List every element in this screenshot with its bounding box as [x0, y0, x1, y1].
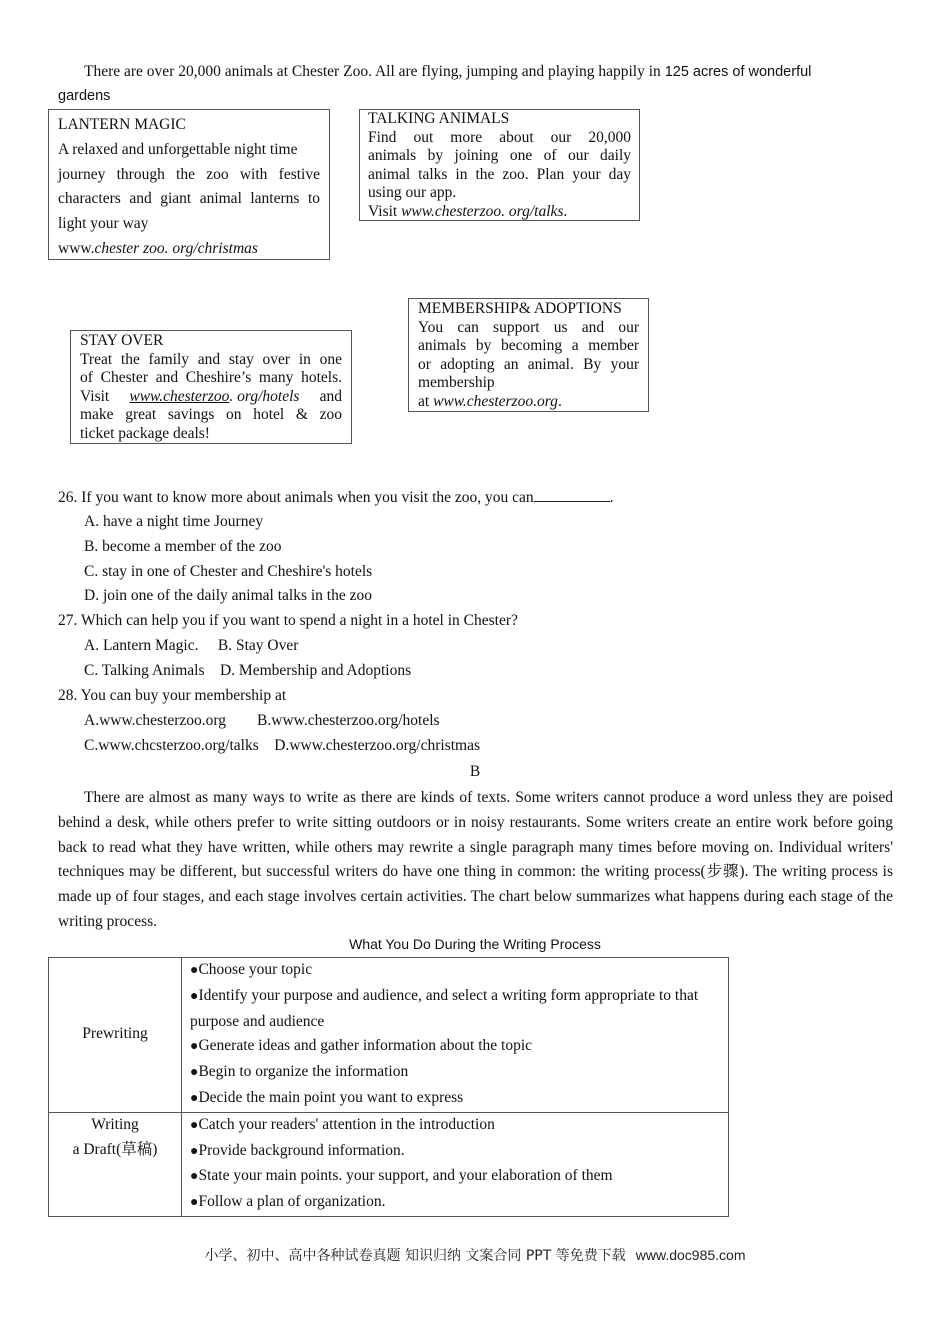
question-stem: 26. If you want to know more about animals when you visit the zoo, you can: [58, 489, 534, 506]
intro-text-tail: 125 acres of wonderful: [664, 64, 812, 80]
box-text-line: animal talks in the zoo. Plan your day: [368, 165, 631, 183]
box-text-line: You can support us and our: [418, 318, 639, 336]
intro-text: There are over 20,000 animals at Chester Zoo. All are flying, jumping and playing happily in: [84, 63, 661, 80]
stage-cell: [49, 1112, 182, 1216]
link-prefix: at: [418, 392, 434, 410]
option-26-a: A. have a night time Journey: [84, 513, 264, 530]
writing-process-table: [48, 957, 729, 1217]
bullet-icon: ●: [190, 988, 199, 1004]
box-text-line: Find out more about our 20,000: [368, 128, 631, 146]
link-suffix: .: [557, 392, 562, 410]
box-title: TALKING ANIMALS: [368, 110, 510, 127]
link-suffix: .: [563, 202, 568, 220]
activity-item: ●Catch your readers' attention in the introduction: [190, 1115, 495, 1133]
link-url[interactable]: chester zoo. org/christmas: [94, 239, 258, 257]
link-prefix: Visit: [368, 202, 402, 220]
link-url-rest[interactable]: . org/hotels: [229, 387, 300, 405]
box-title: MEMBERSHIP& ADOPTIONS: [418, 300, 622, 317]
page-footer: [0, 1245, 950, 1266]
intro-paragraph-line-2: gardens: [58, 88, 111, 104]
activity-item: ●State your main points. your support, and your elaboration of them: [190, 1167, 613, 1185]
box-text-line: journey through the zoo with festive: [58, 165, 320, 183]
activity-item: ●Begin to organize the information: [190, 1063, 409, 1081]
bullet-icon: ●: [190, 1065, 199, 1081]
section-b-paragraph: [58, 786, 893, 935]
link-prefix: www.: [58, 239, 95, 257]
box-text-line: using our app.: [368, 184, 457, 202]
activities-cell: [182, 958, 729, 1113]
stage-label-line-2: a Draft(草稿): [72, 1140, 158, 1158]
box-title: STAY OVER: [80, 332, 164, 349]
option-26-d: D. join one of the daily animal talks in the zoo: [84, 587, 372, 604]
stage-label-line-1: Writing: [91, 1115, 139, 1133]
box-text-line: A relaxed and unforgettable night time: [58, 140, 298, 158]
activity-item: ●Generate ideas and gather information about the topic: [190, 1037, 533, 1055]
options-28-cd: C.www.chcsterzoo.org/talks D.www.chesterzoo.org/christmas: [84, 737, 481, 754]
activity-item: ●Decide the main point you want to express: [190, 1088, 464, 1106]
box-text-line: animals by joining one of our daily: [368, 147, 631, 165]
bullet-icon: ●: [190, 1117, 199, 1133]
visit-label: Visit: [80, 387, 110, 405]
box-text-line: animals by becoming a member: [418, 337, 639, 355]
table-row: [49, 1112, 729, 1216]
lantern-link[interactable]: [58, 237, 320, 262]
bullet-icon: ●: [190, 1195, 199, 1211]
footer-text: 小学、初中、高中各种试卷真题 知识归纳 文案合同 PPT 等免费下载: [204, 1248, 626, 1264]
box-text-line: make great savings on hotel & zoo: [80, 406, 342, 424]
link-url[interactable]: www.chesterzoo. org/talks: [401, 202, 564, 220]
membership-adoptions-box: [408, 298, 649, 412]
activities-cell: [182, 1112, 729, 1216]
lantern-magic-box: [48, 109, 330, 260]
visit-suffix: and: [319, 387, 342, 405]
hotels-link[interactable]: [129, 388, 299, 407]
footer-site-link[interactable]: www.doc985.com: [635, 1247, 746, 1263]
box-text-line: characters and giant animal lanterns to: [58, 190, 320, 208]
box-text-line: of Chester and Cheshire’s many hotels.: [80, 369, 342, 387]
box-text-line: or adopting an animal. By your: [418, 355, 639, 373]
question-26: [58, 487, 614, 508]
question-28: 28. You can buy your membership at: [58, 687, 287, 704]
option-26-b: B. become a member of the zoo: [84, 538, 282, 555]
bullet-icon: ●: [190, 1090, 199, 1106]
paragraph-text: There are almost as many ways to write as there are kinds of texts. Some writers cannot produce a word unless they are poised behind a desk, while others prefer to write sitting outdoors or in noisy restaurants. Some writers create an entire work before going back to read what they have written, while others may rewrite a single paragraph many times before moving on. Individual writers' techniques may be different, but successful writers do have one thing in common: the writing process(步骤). The writing process is made up of four stages, and each stage involves certain activities. The chart below summarizes what happens during each stage of the writing process.: [58, 789, 893, 930]
table-row: [49, 958, 729, 1113]
answer-blank: [534, 487, 610, 502]
stage-cell: Prewriting: [49, 958, 182, 1113]
options-28-ab: A.www.chesterzoo.org B.www.chesterzoo.org/hotels: [84, 712, 440, 729]
options-27-ab: A. Lantern Magic. B. Stay Over: [84, 637, 299, 654]
activity-item: ●Follow a plan of organization.: [190, 1193, 386, 1211]
activity-item: ●Identify your purpose and audience, and select a writing form appropriate to that purpose and audience: [190, 986, 699, 1030]
box-text-line: Treat the family and stay over in one: [80, 350, 342, 368]
question-27: 27. Which can help you if you want to spend a night in a hotel in Chester?: [58, 612, 518, 629]
bullet-icon: ●: [190, 1169, 199, 1185]
box-text-line: ticket package deals!: [80, 424, 210, 442]
intro-paragraph-line-1: [84, 62, 894, 82]
box-text-line: membership: [418, 374, 495, 392]
talking-link[interactable]: [368, 203, 631, 222]
activity-item: ●Provide background information.: [190, 1141, 405, 1159]
talking-animals-box: [359, 109, 640, 221]
bullet-icon: ●: [190, 1039, 199, 1055]
membership-link[interactable]: [418, 393, 639, 412]
bullet-icon: ●: [190, 1143, 199, 1159]
box-text-line: light your way: [58, 215, 149, 233]
options-27-cd: C. Talking Animals D. Membership and Adoptions: [84, 662, 412, 679]
table-title: What You Do During the Writing Process: [349, 936, 601, 952]
box-title: LANTERN MAGIC: [58, 116, 186, 133]
link-url-underlined[interactable]: www.chesterzoo: [129, 387, 230, 405]
activity-item: ●Choose your topic: [190, 961, 313, 978]
section-label: B: [469, 763, 481, 780]
option-26-c: C. stay in one of Chester and Cheshire's hotels: [84, 563, 373, 580]
stay-link-line[interactable]: [80, 388, 342, 407]
bullet-icon: ●: [190, 963, 199, 978]
stay-over-box: [70, 330, 352, 444]
question-stem-suffix: .: [609, 489, 614, 506]
link-url[interactable]: www.chesterzoo.org: [433, 392, 558, 410]
